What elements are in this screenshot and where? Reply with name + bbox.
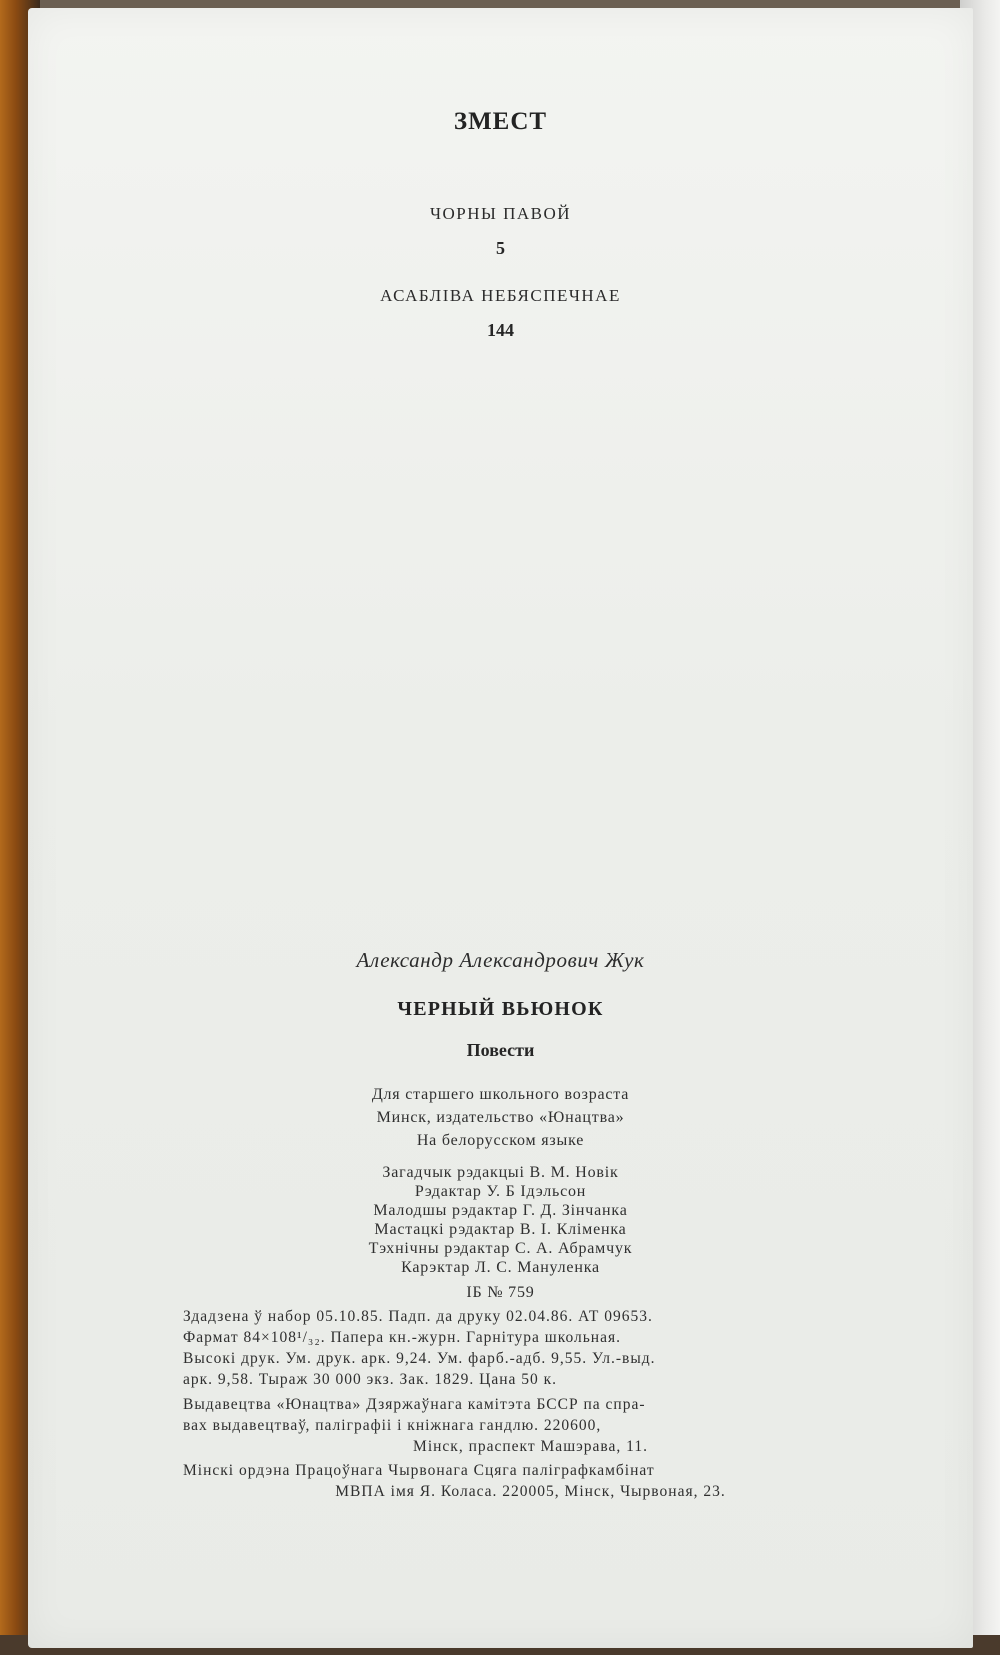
audience-line: Для старшего школьного возраста	[371, 1086, 630, 1103]
printer-line-2: МВПА імя Я. Коласа. 220005, Мінск, Чырвоная, 23.	[335, 1483, 726, 1500]
printer-details	[183, 1460, 878, 1502]
toc-entry-title-1: ЧОРНЫ ПАВОЙ	[429, 204, 572, 223]
author-name: Александр Александрович Жук	[356, 948, 645, 972]
ib-number: ІБ № 759	[466, 1284, 535, 1301]
editor-line-3: Малодшы рэдактар Г. Д. Зінчанка	[373, 1202, 628, 1219]
editor-line-6: Карэктар Л. С. Мануленка	[401, 1259, 600, 1276]
publisher-detail-line-3: Мінск, праспект Машэрава, 11.	[413, 1438, 648, 1455]
publisher-detail-line-1: Выдавецтва «Юнацтва» Дзяржаўнага камітэта БССР па спра-	[183, 1396, 646, 1413]
production-line-1: Здадзена ў набор 05.10.85. Падп. да друку 02.04.86. АТ 09653.	[183, 1308, 653, 1325]
language-line: На белорусском языке	[416, 1132, 585, 1149]
contents-heading: ЗМЕСТ	[453, 108, 548, 135]
toc-entry-title-2: АСАБЛІВА НЕБЯСПЕЧНАЕ	[380, 286, 621, 305]
editor-line-5: Тэхнічны рэдактар С. А. Абрамчук	[368, 1240, 633, 1257]
production-line-2: Фармат 84×108¹/₃₂. Папера кн.-журн. Гарнітура школьная.	[183, 1329, 621, 1346]
editor-line-4: Мастацкі рэдактар В. І. Кліменка	[374, 1221, 627, 1238]
publisher-line: Минск, издательство «Юнацтва»	[376, 1109, 625, 1126]
toc-entry-page-1: 5	[496, 238, 505, 258]
publisher-detail-line-2: вах выдавецтваў, паліграфіі і кніжнага гандлю. 220600,	[183, 1417, 602, 1434]
production-details	[183, 1306, 878, 1390]
production-line-4: арк. 9,58. Тыраж 30 000 экз. Зак. 1829. Цана 50 к.	[183, 1371, 558, 1388]
publisher-details	[183, 1394, 878, 1457]
editor-line-1: Загадчык рэдакцыі В. М. Новік	[382, 1164, 619, 1181]
printer-line-1: Мінскі ордэна Працоўнага Чырвонага Сцяга паліграфкамбінат	[183, 1462, 655, 1479]
book-subtitle: Повести	[466, 1040, 535, 1060]
book-page	[28, 8, 973, 1648]
book-title: ЧЕРНЫЙ ВЬЮНОК	[397, 998, 604, 1020]
editor-line-2: Рэдактар У. Б Ідэльсон	[414, 1183, 587, 1200]
production-line-3: Высокі друк. Ум. друк. арк. 9,24. Ум. фарб.-адб. 9,55. Ул.-выд.	[183, 1350, 656, 1367]
toc-entry-page-2: 144	[487, 320, 514, 340]
